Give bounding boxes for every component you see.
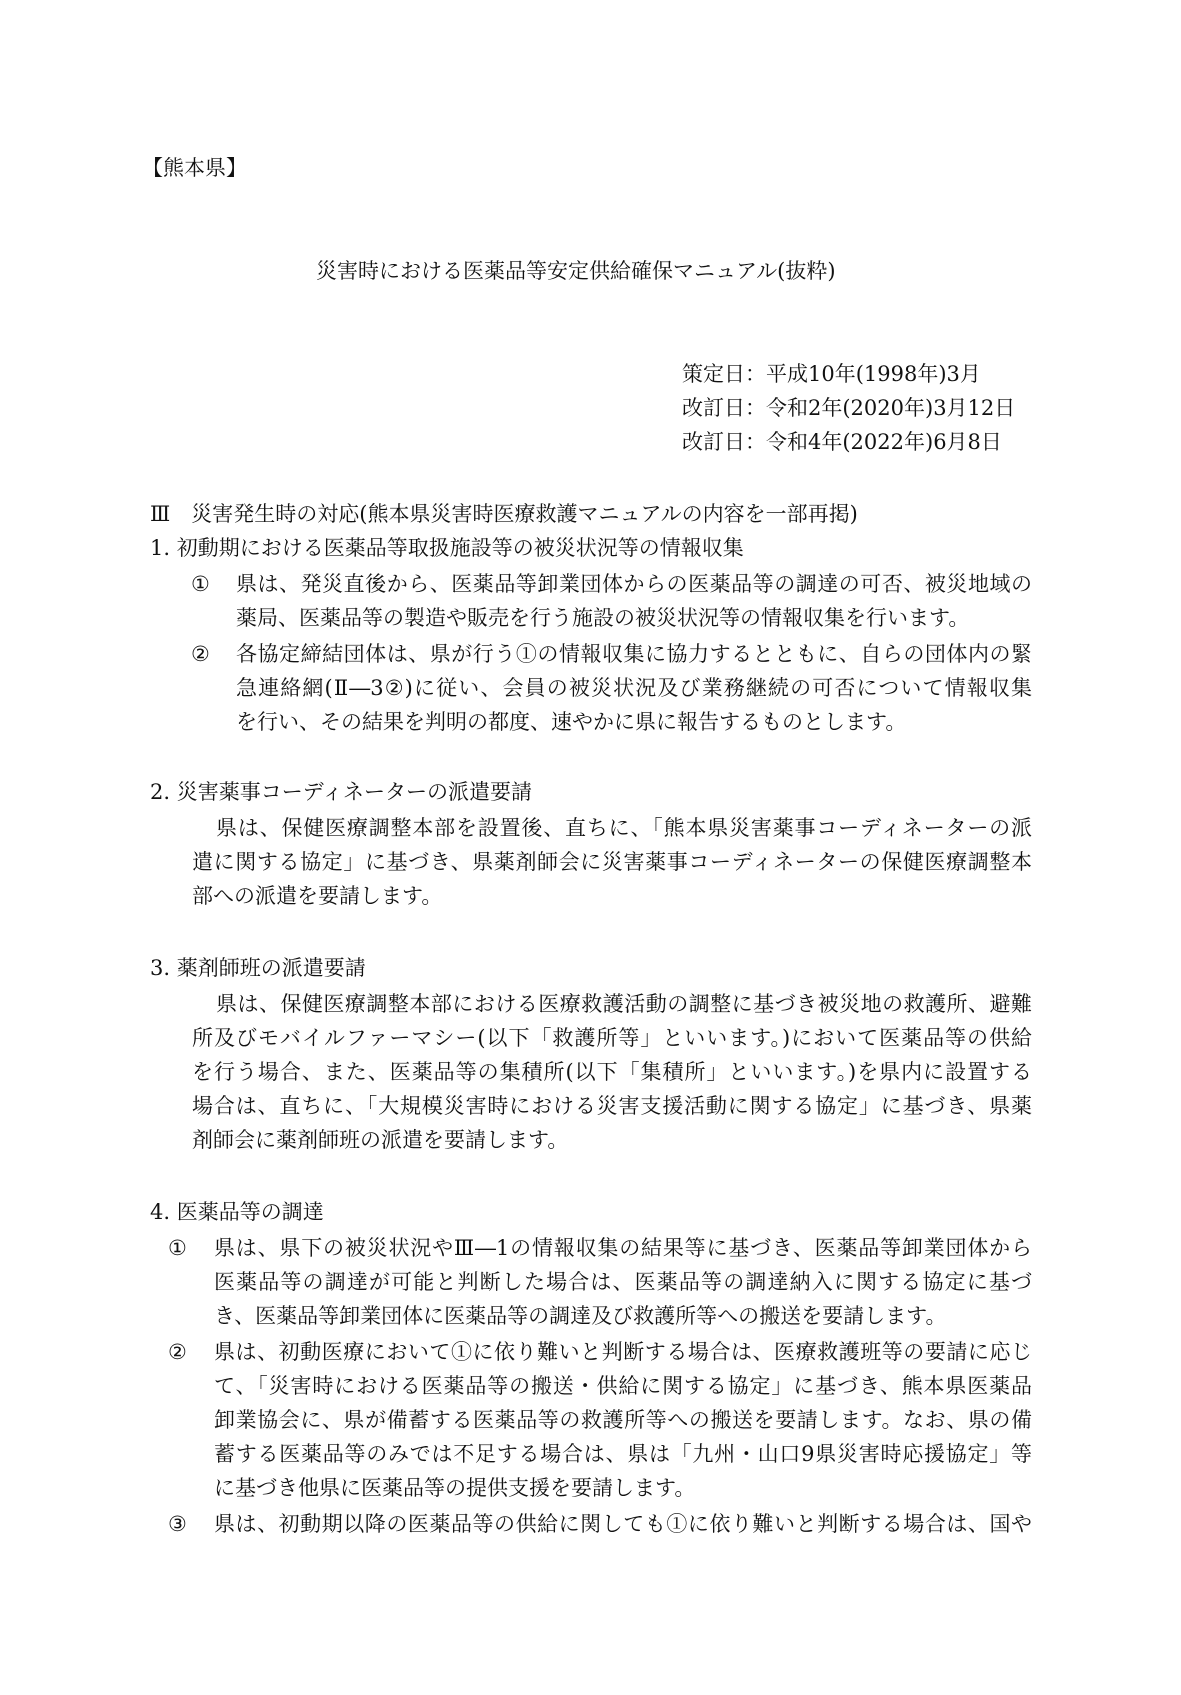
paragraph-line: に基づき他県に医薬品等の提供支援を要請します。 bbox=[214, 1476, 696, 1500]
list-marker: ① bbox=[191, 572, 210, 596]
paragraph-line: 部への派遣を要請します。 bbox=[192, 884, 443, 908]
paragraph-line: 遣に関する協定」に基づき、県薬剤師会に災害薬事コーディネーターの保健医療調整本 bbox=[192, 850, 1032, 874]
paragraph-line: 県は、県下の被災状況やⅢ―1の情報収集の結果等に基づき、医薬品等卸業団体から bbox=[214, 1236, 1032, 1260]
date-revised-2020: 改訂日：令和2年(2020年)3月12日 bbox=[682, 396, 1016, 420]
paragraph-line: を行い、その結果を判明の都度、速やかに県に報告するものとします。 bbox=[236, 710, 907, 734]
list-marker: ② bbox=[168, 1340, 187, 1364]
paragraph-line: 県は、保健医療調整本部を設置後、直ちに、「熊本県災害薬事コーディネーターの派 bbox=[216, 816, 1032, 840]
paragraph-line: を行う場合、また、医薬品等の集積所(以下「集積所」といいます。)を県内に設置する bbox=[192, 1060, 1032, 1084]
paragraph-line: 急連絡網(Ⅱ―3②)に従い、会員の被災状況及び業務継続の可否について情報収集 bbox=[236, 676, 1032, 700]
paragraph-line: き、医薬品等卸業団体に医薬品等の調達及び救護所等への搬送を要請します。 bbox=[214, 1304, 947, 1328]
list-marker: ① bbox=[168, 1236, 187, 1260]
paragraph-line: 薬局、医薬品等の製造や販売を行う施設の被災状況等の情報収集を行います。 bbox=[236, 606, 970, 630]
section-heading: 2. 災害薬事コーディネーターの派遣要請 bbox=[150, 780, 533, 804]
paragraph-line: 蓄する医薬品等のみでは不足する場合は、県は「九州・山口9県災害時応援協定」等 bbox=[214, 1442, 1032, 1466]
section-heading: 1. 初動期における医薬品等取扱施設等の被災状況等の情報収集 bbox=[150, 536, 744, 560]
document-title: 災害時における医薬品等安定供給確保マニュアル(抜粋) bbox=[316, 259, 836, 283]
list-marker: ③ bbox=[168, 1512, 187, 1536]
paragraph-line: 県は、発災直後から、医薬品等卸業団体からの医薬品等の調達の可否、被災地域の bbox=[236, 572, 1032, 596]
section-heading: 3. 薬剤師班の派遣要請 bbox=[150, 956, 366, 980]
paragraph-line: 県は、初動期以降の医薬品等の供給に関しても①に依り難いと判断する場合は、国や bbox=[214, 1512, 1032, 1536]
paragraph-line: 剤師会に薬剤師班の派遣を要請します。 bbox=[192, 1128, 569, 1152]
paragraph-line: 県は、保健医療調整本部における医療救護活動の調整に基づき被災地の救護所、避難 bbox=[216, 992, 1032, 1016]
paragraph-line: て、「災害時における医薬品等の搬送・供給に関する協定」に基づき、熊本県医薬品 bbox=[214, 1374, 1032, 1398]
chapter-heading: Ⅲ 災害発生時の対応(熊本県災害時医療救護マニュアルの内容を一部再掲) bbox=[150, 502, 858, 526]
date-established: 策定日：平成10年(1998年)3月 bbox=[682, 362, 981, 386]
date-revised-2022: 改訂日：令和4年(2022年)6月8日 bbox=[682, 430, 1002, 454]
list-marker: ② bbox=[191, 642, 210, 666]
paragraph-line: 県は、初動医療において①に依り難いと判断する場合は、医療救護班等の要請に応じ bbox=[214, 1340, 1032, 1364]
section-heading: 4. 医薬品等の調達 bbox=[150, 1200, 324, 1224]
paragraph-line: 所及びモバイルファーマシー(以下「救護所等」といいます。)において医薬品等の供給 bbox=[192, 1026, 1032, 1050]
prefecture-label: 【熊本県】 bbox=[142, 156, 247, 180]
paragraph-line: 卸業協会に、県が備蓄する医薬品等の救護所等への搬送を要請します。なお、県の備 bbox=[214, 1408, 1032, 1432]
paragraph-line: 各協定締結団体は、県が行う①の情報収集に協力するとともに、自らの団体内の緊 bbox=[236, 642, 1032, 666]
paragraph-line: 医薬品等の調達が可能と判断した場合は、医薬品等の調達納入に関する協定に基づ bbox=[214, 1270, 1032, 1294]
paragraph-line: 場合は、直ちに、「大規模災害時における災害支援活動に関する協定」に基づき、県薬 bbox=[192, 1094, 1032, 1118]
